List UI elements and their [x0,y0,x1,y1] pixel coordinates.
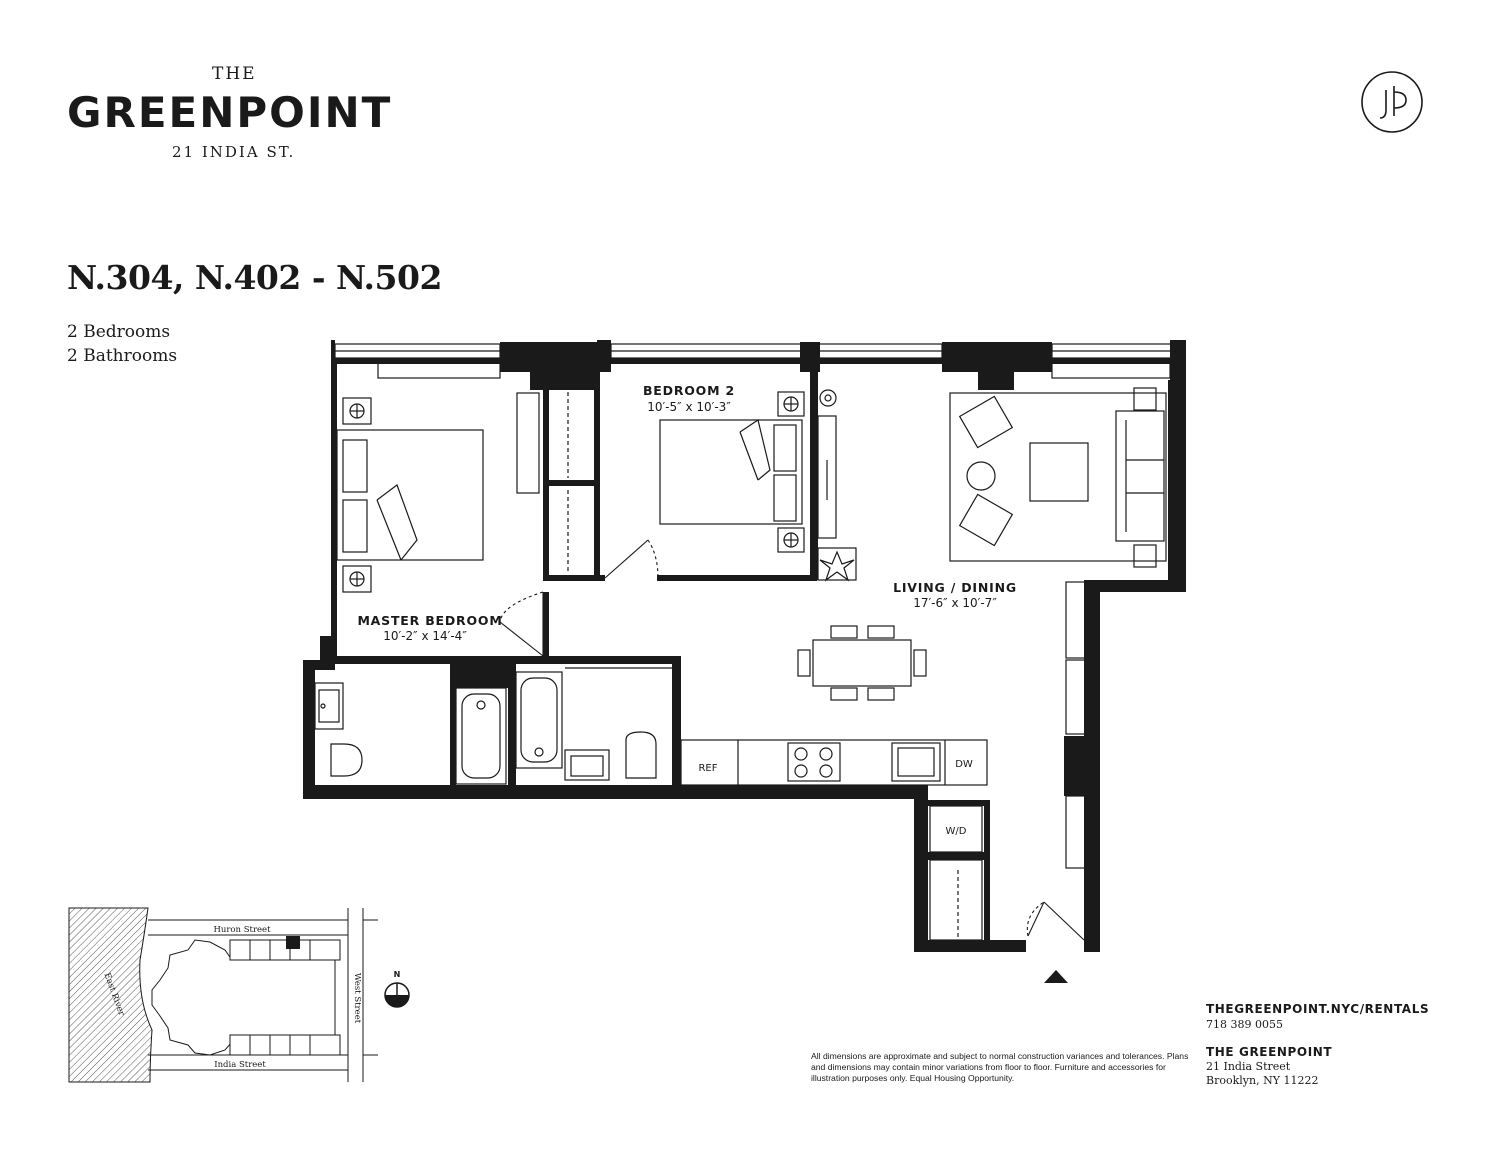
ref-label: REF [698,763,718,774]
india-street-label: India Street [214,1060,266,1070]
north-compass-icon [385,983,409,1007]
brand-address: 21 INDIA ST. [172,143,296,161]
north-label: N [393,970,401,979]
phone-number: 718 389 0055 [1206,1018,1283,1031]
brand-name: GREENPOINT [67,88,393,137]
bathrooms-count: 2 Bathrooms [67,346,178,366]
unit-location-marker [286,936,300,949]
building-footprint [152,940,340,1055]
website-link[interactable]: THEGREENPOINT.NYC/RENTALS [1206,1002,1430,1016]
contact-city: Brooklyn, NY 11222 [1206,1074,1319,1087]
contact-name: THE GREENPOINT [1206,1045,1333,1059]
brand-the-text: THE [212,64,257,84]
bedrooms-count: 2 Bedrooms [67,322,171,342]
wd-label: W/D [945,826,967,837]
living-dining-dims: 17′-6″ x 10′-7″ [913,596,997,610]
contact-street: 21 India Street [1206,1060,1291,1073]
huron-street-label: Huron Street [213,925,271,935]
east-river-label: East River [101,971,127,1018]
disclaimer-text: All dimensions are approximate and subject to normal construction variances and tolerances. Plans and dimensions may contain minor variations from floor to floor. Furniture and accessories for illustration purposes only. Equal Housing Opportunity. [811,1051,1189,1083]
bedroom-2-dims: 10′-5″ x 10′-3″ [647,400,731,414]
living-dining-label: LIVING / DINING [893,580,1017,595]
bedroom-2-label: BEDROOM 2 [642,383,736,398]
master-bedroom-label: MASTER BEDROOM [357,613,503,628]
dw-label: DW [955,759,973,770]
west-street-label: West Street [352,972,362,1024]
unit-numbers-title: N.304, N.402 - N.502 [67,258,442,297]
master-bedroom-dims: 10′-2″ x 14′-4″ [383,629,467,643]
